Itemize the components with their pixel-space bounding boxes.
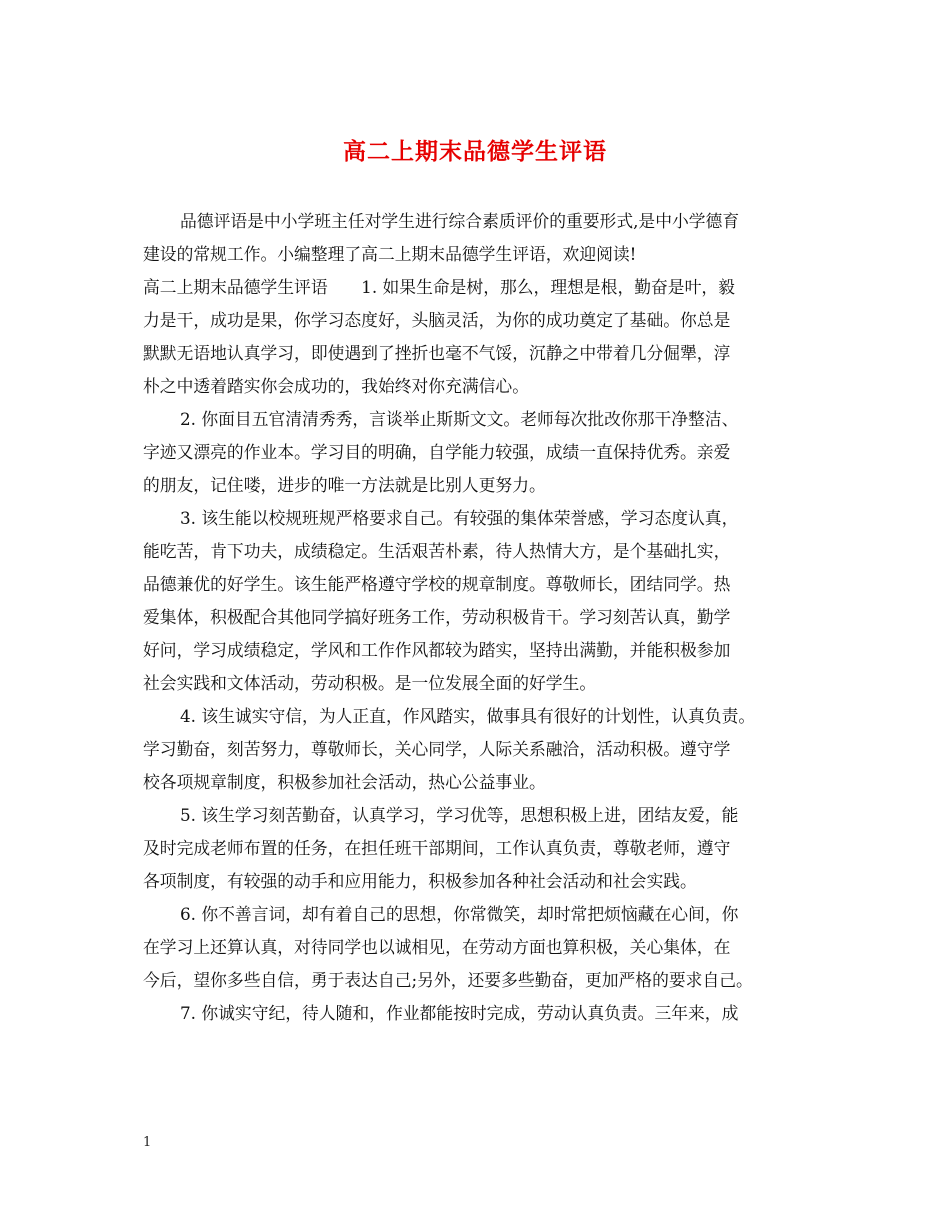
text-line: 各项制度，有较强的动手和应用能力，积极参加各种社会活动和社会实践。	[143, 871, 697, 891]
text-line: 社会实践和文体活动，劳动积极。是一位发展全面的好学生。	[143, 673, 597, 693]
text-line: 建设的常规工作。小编整理了高二上期末品德学生评语，欢迎阅读!	[143, 244, 637, 264]
text-line: 的朋友，记住喽，进步的唯一方法就是比别人更努力。	[143, 475, 546, 495]
text-line: 爱集体，积极配合其他同学搞好班务工作，劳动积极肯干。学习刻苦认真，勤学	[143, 607, 731, 627]
text-line: 高二上期末品德学生评语 1. 如果生命是树，那么，理想是根，勤奋是叶，毅	[143, 277, 735, 297]
text-line: 及时完成老师布置的任务，在担任班干部期间，工作认真负责，尊敬老师，遵守	[143, 838, 731, 858]
text-line: 好问，学习成绩稳定，学风和工作作风都较为踏实，坚持出满勤，并能积极参加	[143, 640, 731, 660]
text-line: 朴之中透着踏实你会成功的，我始终对你充满信心。	[143, 376, 529, 396]
text-line: 2. 你面目五官清清秀秀，言谈举止斯斯文文。老师每次批改你那干净整洁、	[180, 409, 739, 429]
text-line: 学习勤奋，刻苦努力，尊敬师长，关心同学，人际关系融洽，活动积极。遵守学	[143, 739, 731, 759]
text-line: 6. 你不善言词，却有着自己的思想，你常微笑，却时常把烦恼藏在心间，你	[180, 904, 739, 924]
text-line: 5. 该生学习刻苦勤奋，认真学习，学习优等，思想积极上进，团结友爱，能	[180, 805, 739, 825]
text-line: 能吃苦，肯下功夫，成绩稳定。生活艰苦朴素，待人热情大方，是个基础扎实，	[143, 541, 731, 561]
text-line: 校各项规章制度，积极参加社会活动，热心公益事业。	[143, 772, 546, 792]
text-line: 品德评语是中小学班主任对学生进行综合素质评价的重要形式,是中小学德育	[180, 211, 740, 231]
text-line: 7. 你诚实守纪，待人随和，作业都能按时完成，劳动认真负责。三年来，成	[180, 1003, 739, 1023]
page-title: 高二上期末品德学生评语	[343, 138, 607, 165]
document-body	[143, 205, 813, 1030]
text-line: 3. 该生能以校规班规严格要求自己。有较强的集体荣誉感，学习态度认真，	[180, 508, 739, 528]
page-number: 1	[143, 1135, 152, 1150]
text-line: 今后，望你多些自信，勇于表达自己;另外，还要多些勤奋，更加严格的要求自己。	[143, 970, 753, 990]
text-line: 4. 该生诚实守信，为人正直，作风踏实，做事具有很好的计划性，认真负责。	[180, 706, 756, 726]
text-line: 品德兼优的好学生。该生能严格遵守学校的规章制度。尊敬师长，团结同学。热	[143, 574, 731, 594]
text-line: 默默无语地认真学习，即使遇到了挫折也毫不气馁，沉静之中带着几分倔犟，淳	[143, 343, 731, 363]
text-line: 在学习上还算认真，对待同学也以诚相见，在劳动方面也算积极，关心集体，在	[143, 937, 731, 957]
text-line: 力是干，成功是果，你学习态度好，头脑灵活，为你的成功奠定了基础。你总是	[143, 310, 731, 330]
text-line: 字迹又漂亮的作业本。学习目的明确，自学能力较强，成绩一直保持优秀。亲爱	[143, 442, 731, 462]
